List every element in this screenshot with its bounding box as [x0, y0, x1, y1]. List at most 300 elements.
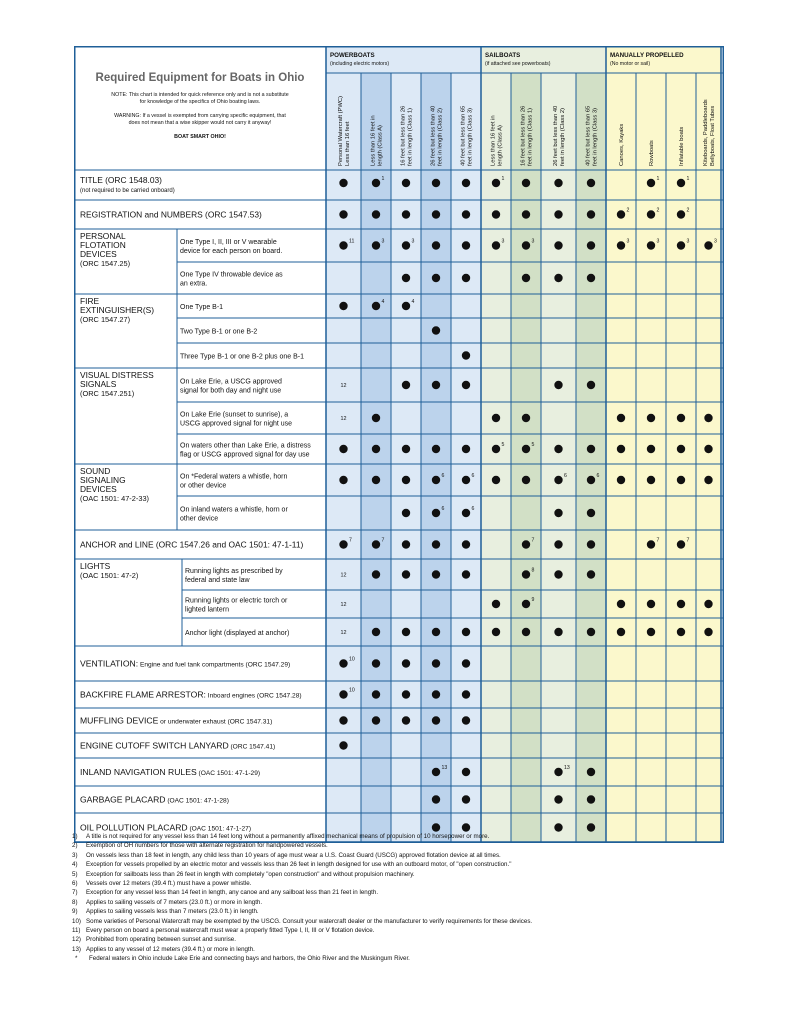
footnote-ref: 4	[381, 299, 385, 305]
requirement-dot	[704, 476, 712, 484]
requirement-dot	[372, 570, 380, 578]
footnote	[72, 851, 732, 860]
requirement-dot	[677, 414, 685, 422]
footnote-text: Some varieties of Personal Watercraft may be exempted by the USCG. Consult your watercraft dealer or the manufacturer to verify requirements for these devices.	[86, 917, 533, 925]
requirement-dot	[704, 445, 712, 453]
footnote-ref: 9	[531, 597, 535, 603]
footnote-text: Applies to any vessel of 12 meters (39.4 ft.) or more in length.	[86, 945, 255, 953]
footnote-text: Exception for vessels propelled by an electric motor and vessels less than 26 feet in length designed for use with an outboard motor, of "open construction."	[86, 861, 512, 869]
requirement-dot	[522, 540, 530, 548]
column-header: 40 feet but less than 65	[585, 105, 592, 166]
footnote-ref: 3	[714, 238, 717, 245]
requirement-dot	[462, 210, 470, 218]
intro-text: WARNING: If a vessel is exempted from carrying specific equipment, that	[114, 113, 286, 119]
requirement-dot	[647, 210, 655, 218]
group-header-fill	[606, 47, 721, 73]
footnote	[72, 954, 732, 963]
requirement-dot	[587, 445, 595, 453]
requirement-dot	[462, 179, 470, 187]
requirement-dot	[432, 540, 440, 548]
footnote-ref: 6	[441, 473, 445, 479]
requirement-dot	[704, 628, 712, 636]
row-sublabel: On waters other than Lake Erie, a distress	[180, 442, 311, 450]
column-header: 16 feet but less than 26	[400, 105, 407, 166]
requirement-dot	[587, 241, 595, 249]
column-fill	[606, 73, 636, 842]
column-header: feet in length (Class 1)	[407, 108, 414, 166]
row-label: VENTILATION: Engine and fuel tank compartments (ORC 1547.29)	[80, 658, 291, 669]
column-fill	[576, 73, 606, 842]
row-sublabel: Running lights as prescribed by	[185, 568, 283, 575]
footnote-ref: 2	[686, 207, 690, 214]
footnote-ref: 11	[349, 238, 355, 245]
requirement-dot	[462, 241, 470, 249]
footnote-ref: 3	[686, 238, 690, 245]
requirement-dot	[522, 414, 530, 422]
footnote-number: 8)	[72, 898, 78, 906]
requirement-dot	[587, 476, 595, 484]
page-title: Required Equipment for Boats in Ohio	[95, 72, 305, 84]
footnote-ref: 4	[411, 299, 415, 305]
footnote-ref: 6	[471, 473, 475, 479]
requirement-dot	[372, 414, 380, 422]
requirement-dot	[462, 570, 470, 578]
footnote-ref: 3	[381, 238, 385, 245]
section-label: SIGNALING	[80, 475, 126, 485]
group-subtitle: (No motor or sail)	[610, 61, 651, 67]
footnote-ref: 7	[349, 537, 352, 544]
requirement-dot	[462, 795, 470, 803]
requirement-dot	[554, 628, 562, 636]
column-header: feet in length (Class 3)	[467, 108, 474, 166]
requirement-dot	[432, 823, 440, 831]
requirement-dot	[554, 795, 562, 803]
row-sublabel: signal for both day and night use	[180, 387, 282, 395]
requirement-dot	[462, 445, 470, 453]
column-header: length (Class A)	[377, 125, 384, 166]
requirement-dot	[432, 659, 440, 667]
row-sublabel: an extra.	[180, 280, 208, 288]
footnote-number: 9)	[72, 908, 78, 916]
column-fill	[541, 73, 576, 842]
footnote-text: Every person on board a personal watercraft must wear a properly fitted Type I, II, III or V flotation device.	[86, 927, 375, 935]
requirement-dot	[372, 445, 380, 453]
requirement-dot	[492, 476, 500, 484]
requirement-dot	[432, 628, 440, 636]
column-fill	[636, 73, 666, 842]
footnote-ref: 6	[471, 506, 475, 512]
requirement-dot	[372, 540, 380, 548]
requirement-dot	[372, 302, 380, 310]
requirement-dot	[402, 241, 410, 249]
column-fill	[511, 73, 541, 842]
footnote-ref: 12	[340, 383, 347, 389]
row-label: MUFFLING DEVICE or underwater exhaust (ORC 1547.31)	[80, 715, 273, 726]
requirement-dot	[432, 241, 440, 249]
requirement-dot	[647, 628, 655, 636]
footnote-text: Applies to sailing vessels less than 7 meters (23.0 ft.) in length.	[86, 908, 259, 916]
requirement-dot	[402, 210, 410, 218]
column-fill	[326, 73, 361, 842]
requirement-dot	[522, 600, 530, 608]
row-label: INLAND NAVIGATION RULES (OAC 1501: 47-1-29)	[80, 767, 261, 777]
column-header: 16 feet but less than 26	[520, 105, 527, 166]
requirement-dot	[339, 179, 347, 187]
footnote-ref: 6	[564, 473, 567, 479]
row-sublabel: On Lake Erie (sunset to sunrise), a	[180, 411, 289, 419]
footnote-ref: 8	[531, 567, 535, 574]
requirement-dot	[372, 659, 380, 667]
requirement-dot	[432, 326, 440, 334]
requirement-dot	[402, 509, 410, 517]
row-sublabel: (not required to be carried onboard)	[80, 188, 175, 194]
footnote	[72, 898, 732, 907]
footnote-text: Prohibited from operating between sunset and sunrise.	[86, 936, 236, 944]
requirement-dot	[402, 570, 410, 578]
footnote	[72, 841, 732, 850]
requirement-dot	[372, 179, 380, 187]
group-subtitle: (including electric motors)	[330, 61, 390, 67]
row-sublabel: or other device	[180, 482, 227, 490]
requirement-dot	[677, 600, 685, 608]
column-fill	[451, 73, 481, 842]
section-label: SOUND	[80, 466, 111, 476]
requirement-dot	[554, 210, 562, 218]
requirement-dot	[617, 210, 625, 218]
requirement-dot	[522, 179, 530, 187]
footnote-ref: 12	[340, 602, 347, 608]
row-label: REGISTRATION and NUMBERS (ORC 1547.53)	[80, 209, 262, 220]
requirement-dot	[647, 179, 655, 187]
requirement-dot	[554, 476, 562, 484]
row-sublabel: On Lake Erie, a USCG approved	[180, 378, 282, 386]
footnote-ref: 12	[340, 572, 347, 579]
footnote-ref: 6	[441, 506, 445, 512]
requirement-dot	[462, 509, 470, 517]
footnote-number: 1)	[72, 833, 78, 840]
requirement-dot	[432, 690, 440, 698]
column-header: Less than 16 feet in	[490, 115, 497, 166]
requirement-dot	[554, 445, 562, 453]
requirement-dot	[402, 274, 410, 282]
row-sublabel: On *Federal waters a whistle, horn	[180, 473, 288, 481]
footnote-ref: 3	[626, 238, 630, 245]
footnote-text: Exemption of OH numbers for those with alternate registration for handpowered vessels.	[86, 842, 328, 850]
footnote-text: Vessels over 12 meters (39.4 ft.) must have a power whistle.	[86, 880, 252, 888]
requirement-dot	[432, 509, 440, 517]
column-header: feet in length (Class 1)	[527, 108, 534, 166]
requirement-dot	[587, 540, 595, 548]
requirement-dot	[617, 241, 625, 249]
footnote-ref: 2	[656, 207, 660, 214]
group-subtitle: (if attached see powerboats)	[485, 61, 551, 67]
column-header: Less than 16 feet in	[370, 115, 377, 166]
requirement-dot	[587, 768, 595, 776]
requirement-dot	[339, 302, 347, 310]
footnote-text: Applies to sailing vessels of 7 meters (23.0 ft.) or more in length.	[86, 898, 263, 906]
requirement-dot	[677, 210, 685, 218]
footnote-ref: 2	[626, 207, 630, 214]
requirement-dot	[554, 540, 562, 548]
row-sublabel: federal and state law	[185, 577, 250, 584]
requirement-dot	[617, 414, 625, 422]
requirement-dot	[402, 628, 410, 636]
column-header: feet in length (Class 2)	[437, 108, 444, 166]
requirement-dot	[647, 241, 655, 249]
requirement-dot	[554, 509, 562, 517]
footnote-ref: 13	[564, 765, 570, 771]
footnote-number: 6)	[72, 880, 78, 888]
footnote-ref: 3	[501, 238, 505, 245]
footnote-number: 2)	[72, 842, 78, 850]
footnote-number: 11)	[72, 927, 81, 935]
requirement-dot	[522, 476, 530, 484]
requirement-dot	[492, 179, 500, 187]
row-sublabel: Three Type B-1 or one B-2 plus one B-1	[180, 353, 304, 361]
requirement-dot	[462, 690, 470, 698]
requirement-dot	[617, 600, 625, 608]
requirement-dot	[522, 570, 530, 578]
footnote-ref: 13	[441, 765, 448, 771]
requirement-dot	[554, 241, 562, 249]
requirement-dot	[677, 179, 685, 187]
row-label: ENGINE CUTOFF SWITCH LANYARD (ORC 1547.41)	[80, 740, 276, 751]
footnote	[72, 907, 732, 916]
requirement-dot	[587, 179, 595, 187]
requirement-dot	[462, 540, 470, 548]
row-label: OIL POLLUTION PLACARD (OAC 1501: 47-1-27)	[80, 822, 252, 833]
column-header: Inflatable boats	[679, 126, 685, 166]
column-header: length (Class A)	[497, 125, 504, 166]
footnote-ref: 3	[656, 238, 660, 245]
footnote-ref: 6	[596, 473, 600, 479]
footnote-text: Exception for any vessel less than 14 feet in length, any canoe and any sailboat less than 21 feet in length.	[86, 889, 379, 897]
footnote-ref: 1	[686, 176, 690, 182]
requirement-dot	[677, 445, 685, 453]
footnote-ref: 1	[656, 176, 660, 182]
group-title: POWERBOATS	[330, 52, 375, 59]
requirement-dot	[339, 241, 347, 249]
requirement-dot	[432, 476, 440, 484]
group-header-fill	[481, 47, 606, 73]
requirement-dot	[462, 381, 470, 389]
row-sublabel: flag or USCG approved signal for day use	[180, 451, 310, 459]
footnote-ref: 7	[686, 537, 690, 544]
footnote-text: Exception for sailboats less than 26 feet in length with completely "open construction" and without propulsion machinery.	[86, 870, 415, 878]
requirement-dot	[432, 274, 440, 282]
requirement-dot	[647, 540, 655, 548]
footnote	[72, 888, 732, 897]
requirement-dot	[372, 476, 380, 484]
column-header: feet in length (Class 3)	[592, 108, 599, 166]
requirement-dot	[372, 628, 380, 636]
requirement-dot	[554, 570, 562, 578]
requirement-dot	[432, 179, 440, 187]
requirement-dot	[704, 414, 712, 422]
requirement-dot	[432, 768, 440, 776]
footnote-ref: 3	[411, 238, 415, 245]
section-label: LIGHTS	[80, 561, 111, 571]
requirement-dot	[462, 768, 470, 776]
footnote	[72, 832, 732, 841]
group-header-fill	[326, 47, 481, 73]
section-label: DEVICES	[80, 249, 117, 259]
row-label: GARBAGE PLACARD (OAC 1501: 47-1-28)	[80, 794, 229, 805]
requirement-dot	[402, 445, 410, 453]
section-label: EXTINGUISHER(S)	[80, 305, 154, 315]
requirement-dot	[522, 445, 530, 453]
intro-text: does not mean that a wise skipper would not carry it anyway!	[128, 120, 272, 126]
footnote	[72, 860, 732, 869]
footnote-number: 3)	[72, 851, 78, 859]
requirement-dot	[587, 628, 595, 636]
footnote-number: 5)	[72, 870, 78, 878]
column-header: 26 feet but less than 40	[553, 105, 559, 166]
intro-text: for knowledge of the specifics of Ohio boating laws.	[139, 99, 261, 105]
row-label: ANCHOR and LINE (ORC 1547.26 and OAC 1501: 47-1-11)	[80, 539, 304, 550]
intro-text: BOAT SMART OHIO!	[174, 134, 226, 140]
footnote-number: 4)	[72, 861, 78, 869]
column-header: Rowboats	[649, 140, 655, 166]
footnote-number: 7)	[72, 889, 78, 897]
requirement-dot	[432, 570, 440, 578]
requirement-dot	[402, 690, 410, 698]
section-label: FLOTATION	[80, 240, 126, 250]
footnote-ref: 12	[340, 416, 347, 422]
footnote-ref: 1	[381, 176, 385, 182]
requirement-dot	[617, 476, 625, 484]
row-sublabel: lighted lantern	[185, 606, 229, 614]
footnote	[72, 935, 732, 944]
footnote	[72, 945, 732, 954]
footnote-text: A title is not required for any vessel less than 14 feet long without a permanently affixed mechanical means of propulsion of 10 horsepower or more.	[86, 833, 490, 840]
footnote	[72, 870, 732, 879]
section-label: (ORC 1547.27)	[80, 315, 131, 324]
footnote-ref: 10	[349, 656, 355, 663]
row-sublabel: USCG approved signal for night use	[180, 420, 293, 428]
footnote	[72, 926, 732, 935]
footnotes	[72, 832, 732, 964]
column-fill	[391, 73, 421, 842]
requirement-dot	[554, 823, 562, 831]
column-header: Canoes, Kayaks	[619, 123, 625, 166]
requirement-dot	[677, 540, 685, 548]
requirement-dot	[587, 274, 595, 282]
requirement-dot	[339, 690, 347, 698]
requirement-dot	[617, 628, 625, 636]
requirement-dot	[432, 716, 440, 724]
requirement-dot	[522, 628, 530, 636]
row-sublabel: Anchor light (displayed at anchor)	[185, 630, 290, 637]
row-sublabel: Two Type B-1 or one B-2	[180, 328, 258, 336]
requirement-dot	[402, 381, 410, 389]
section-label: DEVICES	[80, 484, 117, 494]
requirement-dot	[677, 241, 685, 249]
section-label: (OAC 1501: 47-2)	[80, 571, 139, 580]
requirement-dot	[339, 476, 347, 484]
group-title: MANUALLY PROPELLED	[610, 52, 684, 59]
footnote-ref: 7	[531, 537, 535, 544]
footnote-ref: 3	[531, 238, 535, 245]
requirement-dot	[554, 179, 562, 187]
footnote	[72, 879, 732, 888]
requirement-dot	[587, 210, 595, 218]
requirement-dot	[554, 768, 562, 776]
requirement-dot	[492, 241, 500, 249]
requirement-dot	[462, 628, 470, 636]
requirement-dot	[339, 741, 347, 749]
section-label: SIGNALS	[80, 379, 117, 389]
requirement-dot	[432, 381, 440, 389]
column-fill	[421, 73, 451, 842]
requirement-dot	[492, 414, 500, 422]
requirement-dot	[647, 445, 655, 453]
requirement-dot	[339, 659, 347, 667]
column-fill	[481, 73, 511, 842]
requirement-dot	[647, 476, 655, 484]
footnote-number: 12)	[72, 936, 81, 944]
requirement-dot	[372, 210, 380, 218]
column-header: Personal Watercraft (PWC)	[338, 95, 344, 166]
row-sublabel: One Type IV throwable device as	[180, 271, 283, 279]
requirement-dot	[587, 570, 595, 578]
row-label: BACKFIRE FLAME ARRESTOR: Inboard engines (ORC 1547.28)	[80, 689, 302, 700]
section-label: (ORC 1547.25)	[80, 259, 131, 268]
requirement-dot	[402, 540, 410, 548]
requirement-dot	[554, 381, 562, 389]
requirement-dot	[432, 210, 440, 218]
requirement-dot	[402, 476, 410, 484]
section-label: (OAC 1501: 47-2-33)	[80, 494, 150, 503]
footnote-ref: 1	[501, 176, 505, 182]
footnote-number: 13)	[72, 945, 81, 953]
requirement-dot	[587, 509, 595, 517]
requirement-dot	[462, 476, 470, 484]
requirement-dot	[492, 600, 500, 608]
footnote-ref: 7	[656, 537, 660, 544]
column-fill	[696, 73, 721, 842]
requirement-dot	[462, 351, 470, 359]
column-fill	[666, 73, 696, 842]
column-header: Kiteboards, Paddleboards	[703, 99, 709, 166]
requirement-dot	[372, 716, 380, 724]
requirement-dot	[492, 210, 500, 218]
requirement-dot	[522, 241, 530, 249]
column-fill	[361, 73, 391, 842]
requirement-dot	[402, 716, 410, 724]
intro-text: NOTE: This chart is intended for quick reference only and is not a substitute	[111, 92, 289, 98]
section-label: (ORC 1547.251)	[80, 389, 135, 398]
footnote-number: 10)	[72, 917, 81, 925]
footnote-ref: 5	[501, 442, 505, 448]
requirement-dot	[647, 414, 655, 422]
group-title: SAILBOATS	[485, 52, 521, 59]
row-sublabel: Running lights or electric torch or	[185, 597, 288, 605]
requirement-dot	[372, 241, 380, 249]
requirement-dot	[402, 659, 410, 667]
requirement-dot	[339, 210, 347, 218]
footnote-ref: 5	[531, 442, 535, 448]
row-sublabel: One Type B-1	[180, 304, 224, 311]
requirement-dot	[677, 628, 685, 636]
requirement-dot	[492, 628, 500, 636]
requirement-dot	[587, 795, 595, 803]
requirement-dot	[462, 823, 470, 831]
requirement-dot	[462, 716, 470, 724]
requirement-dot	[402, 179, 410, 187]
requirement-dot	[339, 540, 347, 548]
footnote-ref: 12	[340, 630, 347, 636]
